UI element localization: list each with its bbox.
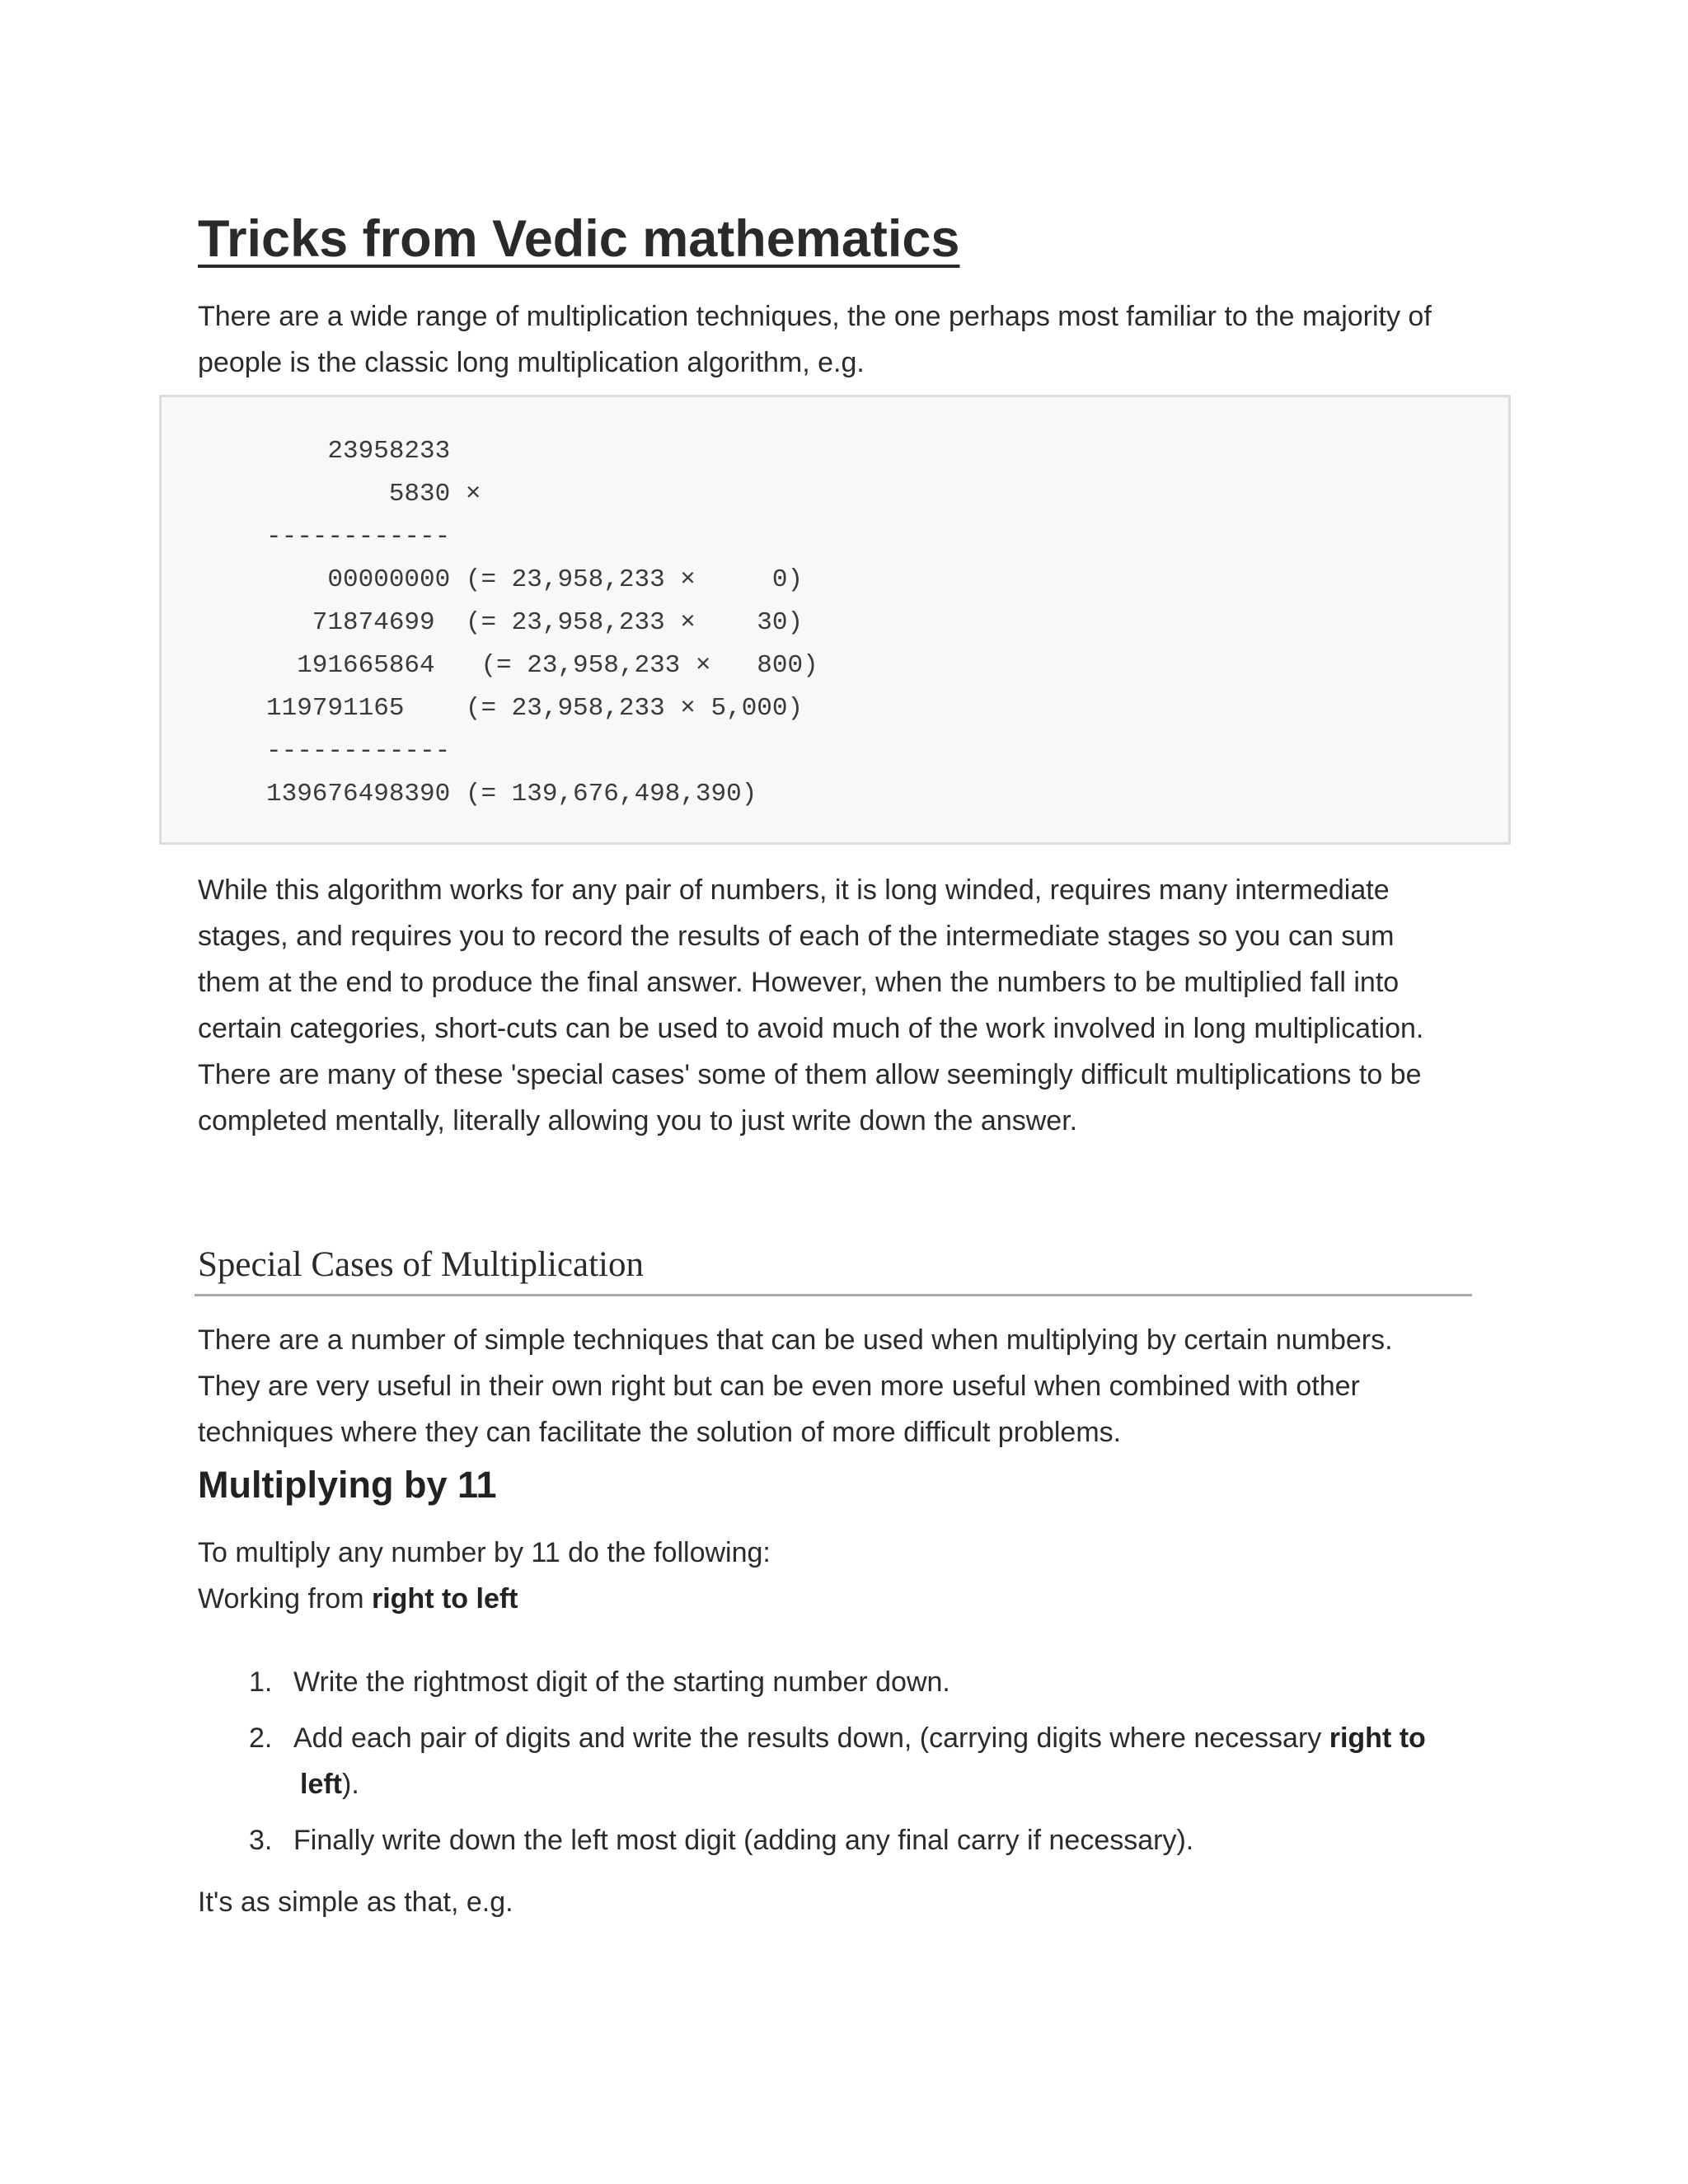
line-text: Add each pair of digits and write the results down, (carrying digits where necessary <box>293 1722 1329 1754</box>
list-item-text <box>293 1715 1517 1761</box>
code-line: ------------ <box>266 737 451 766</box>
list-item <box>198 1817 1517 1863</box>
list-item-text: Finally write down the left most digit (adding any final carry if necessary). <box>293 1825 1194 1856</box>
intro-line: people is the classic long multiplication algorithm, e.g. <box>198 347 865 378</box>
bold-text: left <box>300 1769 342 1800</box>
section-heading-special-cases: Special Cases of Multiplication <box>198 1245 644 1284</box>
list-item-text: Write the rightmost digit of the starting number down. <box>293 1666 950 1698</box>
subheading-multiplying-by-11: Multiplying by 11 <box>198 1464 497 1506</box>
section-divider <box>195 1294 1472 1296</box>
paragraph-line: There are many of these 'special cases' some of them allow seemingly difficult multiplications to be <box>198 1059 1422 1090</box>
list-item <box>198 1659 1517 1705</box>
code-line: 5830 × <box>266 480 481 509</box>
list-item-number: 2. <box>249 1722 273 1754</box>
paragraph-line: completed mentally, literally allowing you to just write down the answer. <box>198 1105 1078 1137</box>
list-item-text <box>293 1761 1517 1807</box>
list-item-number: 3. <box>249 1825 273 1856</box>
code-example-box <box>159 395 1511 845</box>
paragraph-line: They are very useful in their own right but can be even more useful when combined with other <box>198 1371 1360 1402</box>
page-title: Tricks from Vedic mathematics <box>198 210 960 268</box>
paragraph-line: To multiply any number by 11 do the following: <box>198 1537 771 1568</box>
closing-paragraph <box>198 1879 1517 1925</box>
list-item <box>198 1715 1517 1807</box>
code-line: 23958233 <box>266 437 451 466</box>
code-line: ------------ <box>266 523 451 551</box>
paragraph-line: them at the end to produce the final answer. However, when the numbers to be multiplied fall into <box>198 967 1400 998</box>
code-line: 191665864 (= 23,958,233 × 800) <box>266 651 818 680</box>
steps-list <box>198 1659 1517 1873</box>
paragraph-line: While this algorithm works for any pair of numbers, it is long winded, requires many intermediate <box>198 874 1390 906</box>
paragraph-line: It's as simple as that, e.g. <box>198 1886 513 1918</box>
list-item-number: 1. <box>249 1666 273 1698</box>
code-line: 119791165 (= 23,958,233 × 5,000) <box>266 694 804 723</box>
line-text: Working from <box>198 1583 372 1615</box>
bold-text: right to left <box>371 1583 518 1615</box>
special-cases-paragraph <box>198 1317 1517 1455</box>
algorithm-paragraph <box>198 867 1517 1144</box>
bold-text: right to <box>1329 1722 1426 1754</box>
code-line: 71874699 (= 23,958,233 × 30) <box>266 608 804 637</box>
code-line: 139676498390 (= 139,676,498,390) <box>266 780 757 808</box>
multiplying-intro-paragraph <box>198 1530 1517 1622</box>
line-text: ). <box>342 1769 359 1800</box>
intro-paragraph <box>198 293 1517 386</box>
paragraph-line: stages, and requires you to record the results of each of the intermediate stages so you can sum <box>198 921 1395 952</box>
code-line: 00000000 (= 23,958,233 × 0) <box>266 565 804 594</box>
paragraph-line <box>198 1576 1517 1622</box>
paragraph-line: certain categories, short-cuts can be used to avoid much of the work involved in long multiplication. <box>198 1013 1424 1044</box>
paragraph-line: techniques where they can facilitate the solution of more difficult problems. <box>198 1417 1122 1448</box>
intro-line: There are a wide range of multiplication techniques, the one perhaps most familiar to the majority of <box>198 301 1432 332</box>
paragraph-line: There are a number of simple techniques that can be used when multiplying by certain numbers. <box>198 1324 1393 1356</box>
